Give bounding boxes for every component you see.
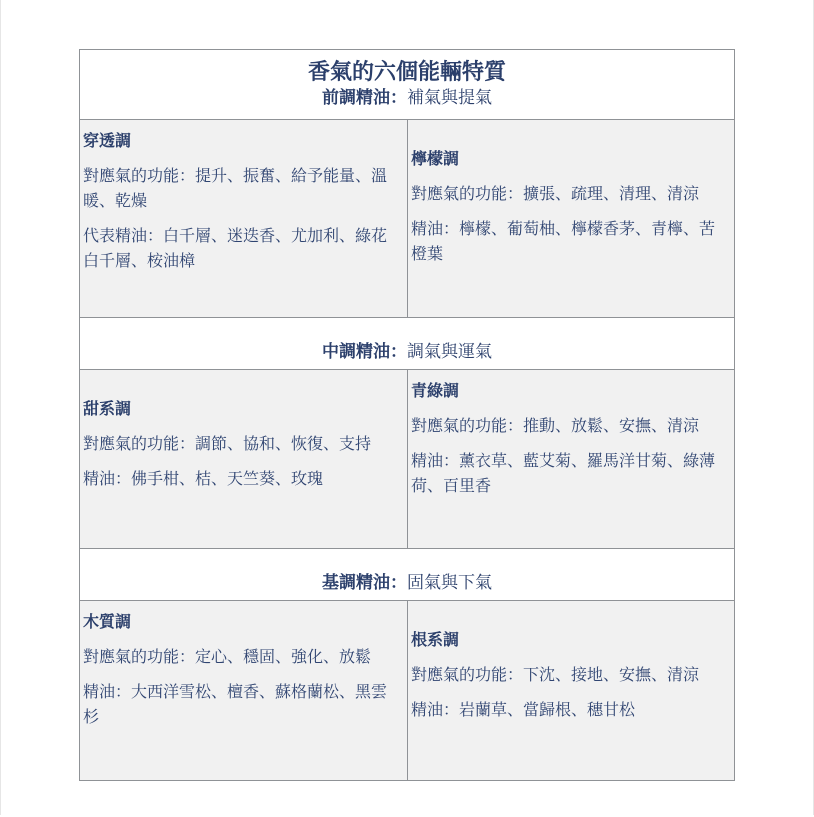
essential-oil-table (79, 49, 735, 781)
cell-function: 對應氣的功能：提升、振奮、給予能量、溫暖、乾燥 (83, 166, 388, 210)
section-label: 前調精油 (322, 88, 390, 108)
section-title-base-notes (80, 571, 734, 595)
cell-title: 木質調 (83, 612, 132, 631)
cell-woody (80, 601, 408, 780)
cell-oils: 精油：岩蘭草、當歸根、穗甘松 (411, 700, 636, 719)
page-title: 香氣的六個能輛特質 (307, 59, 506, 85)
section-separator: ： (390, 88, 407, 108)
cell-lemon (408, 120, 734, 317)
cell-oils: 精油：檸檬、葡萄柚、檸檬香茅、青檸、苦橙葉 (411, 219, 716, 263)
cell-title: 青綠調 (411, 381, 460, 400)
cell-oils: 精油：薰衣草、藍艾菊、羅馬洋甘菊、綠薄荷、百里香 (411, 451, 716, 495)
cell-function: 對應氣的功能：推動、放鬆、安撫、清涼 (411, 416, 700, 435)
section-theme: 補氣與提氣 (407, 88, 492, 108)
cell-title: 根系調 (411, 630, 460, 649)
table-row-base-notes (80, 601, 734, 780)
table-row-top-notes (80, 120, 734, 318)
section-theme: 調氣與運氣 (407, 342, 492, 362)
section-separator: ： (390, 342, 407, 362)
cell-green (408, 370, 734, 548)
section-title-top-notes (80, 86, 734, 110)
section-separator: ： (390, 573, 407, 593)
cell-title: 穿透調 (83, 131, 132, 150)
section-header-middle-notes (80, 318, 734, 370)
section-label: 基調精油 (322, 573, 390, 593)
cell-oils: 精油：大西洋雪松、檀香、蘇格蘭松、黑雲杉 (83, 682, 388, 726)
section-label: 中調精油 (322, 342, 390, 362)
cell-title: 甜系調 (83, 399, 132, 418)
cell-sweet (80, 370, 408, 548)
cell-root (408, 601, 734, 780)
table-row-middle-notes (80, 370, 734, 549)
section-title-middle-notes (80, 340, 734, 364)
table-header (80, 50, 734, 120)
cell-function: 對應氣的功能：調節、協和、恢復、支持 (83, 434, 372, 453)
cell-function: 對應氣的功能：擴張、疏理、清理、清涼 (411, 184, 700, 203)
cell-function: 對應氣的功能：下沈、接地、安撫、清涼 (411, 665, 700, 684)
cell-title: 檸檬調 (411, 149, 460, 168)
cell-oils: 代表精油：白千層、迷迭香、尤加利、綠花白千層、桉油樟 (83, 226, 388, 270)
cell-function: 對應氣的功能：定心、穩固、強化、放鬆 (83, 647, 372, 666)
cell-penetrating (80, 120, 408, 317)
cell-oils: 精油：佛手柑、桔、天竺葵、玫瑰 (83, 469, 324, 488)
section-header-base-notes (80, 549, 734, 601)
section-theme: 固氣與下氣 (407, 573, 492, 593)
